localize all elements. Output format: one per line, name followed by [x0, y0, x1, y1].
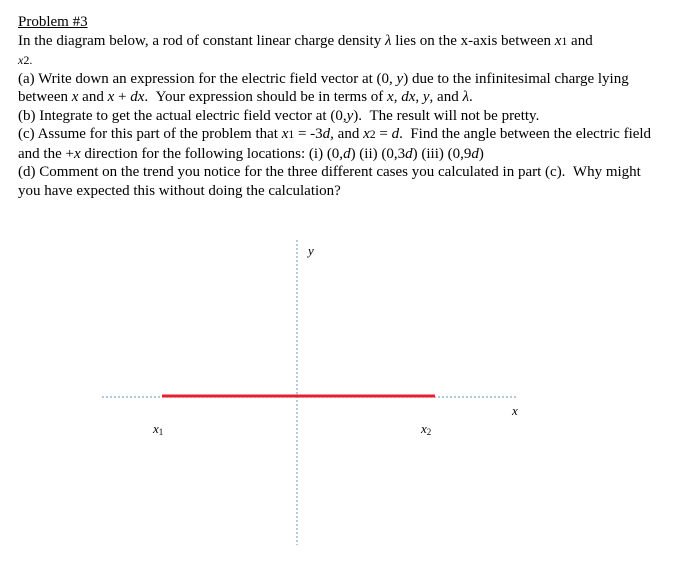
x2-label: x2 [421, 421, 432, 437]
x-axis-label: x [512, 403, 518, 418]
part-c: (c) Assume for this part of the problem that x1 = -3d, and x2 = d. Find the angle between the electric field and the +x direction for the following locations: (i) (0,d) (ii) (0,3d) (iii) (0,9d) [18, 126, 652, 162]
problem-intro: In the diagram below, a rod of constant linear charge density λ lies on the x-axis between x1 and x2. [18, 32, 593, 67]
part-b: (b) Integrate to get the actual electric field vector at (0,y). The result will not be pretty. [18, 107, 540, 124]
y-axis-label: y [308, 243, 314, 258]
problem-title: Problem #3 [18, 14, 88, 30]
part-a: (a) Write down an expression for the electric field vector at (0, y) due to the infinitesimal charge lying between x and x + dx. Your expression should be in terms of x, dx, y, and λ. [18, 70, 629, 105]
part-d: (d) Comment on the trend you notice for the three different cases you calculated in part (c). Why might you have expected this without doing the calculation? [18, 164, 641, 199]
x1-label: x1 [153, 421, 164, 437]
